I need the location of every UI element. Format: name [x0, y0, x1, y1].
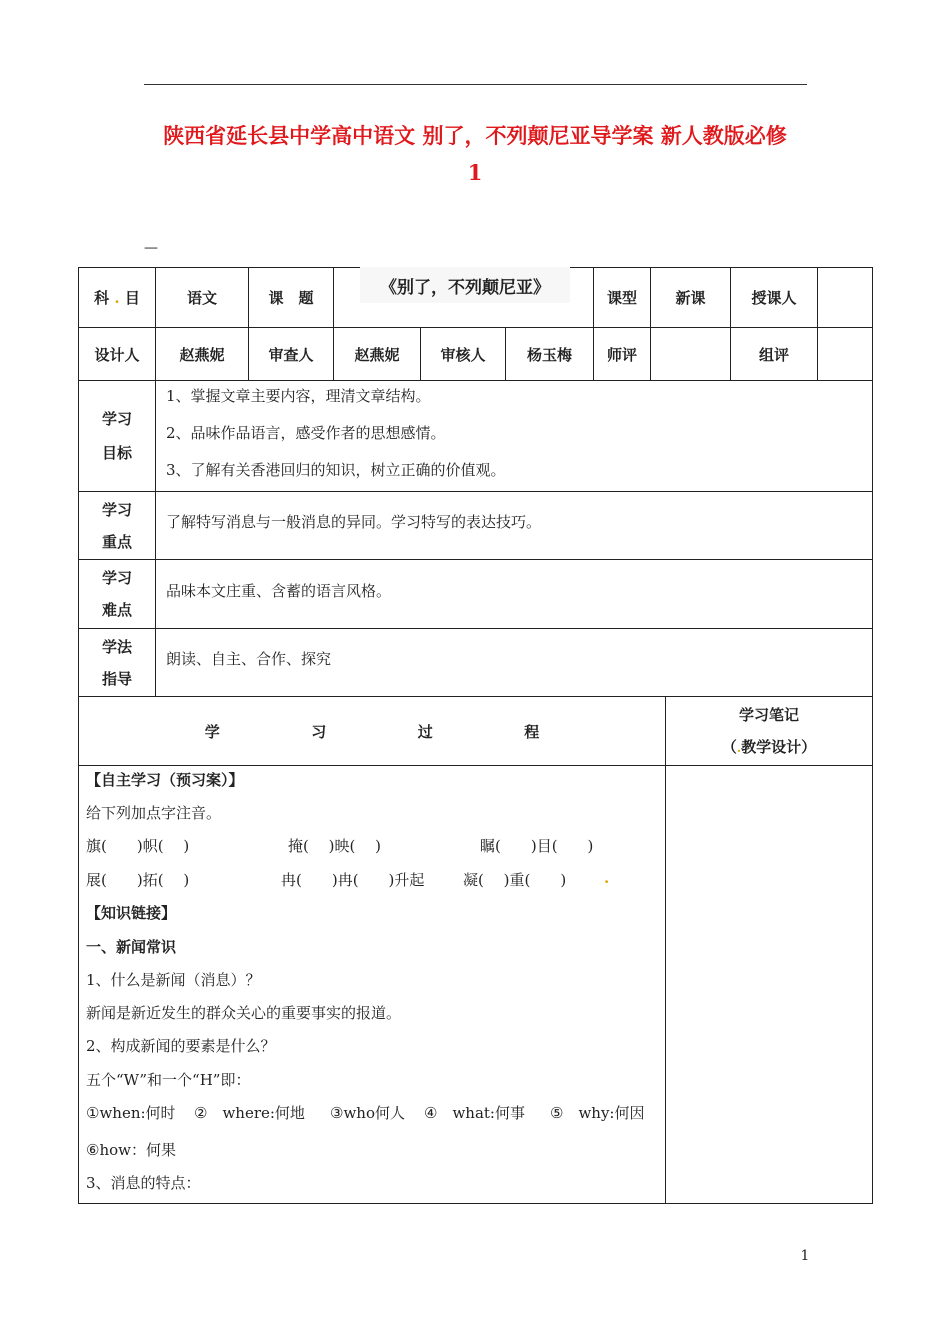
type-label: 课型	[593, 267, 651, 328]
difficulties-text: 品味本文庄重、含蓄的语言风格。	[166, 582, 392, 600]
page-number: 1	[800, 1248, 810, 1264]
phonetic-item: 掩( )映( )	[288, 837, 381, 855]
answer: 五个“W”和一个“H”即：	[86, 1071, 251, 1089]
objective-item: 1、掌握文章主要内容，理清文章结构。	[166, 387, 431, 405]
process-header: 学 习 过 程	[78, 696, 666, 766]
group-comment-label: 组评	[730, 327, 818, 381]
method-label: 学法 指导	[78, 628, 156, 697]
w-item: ⑤ why:何因	[550, 1104, 645, 1122]
document-title-cont: 1	[467, 160, 483, 185]
subject-label: 科 . 目	[78, 267, 156, 328]
section-heading: 一、新闻常识	[86, 938, 177, 956]
phonetic-item: 瞩( )目( )	[480, 837, 594, 855]
phonetic-item: 展( )拓( )	[86, 871, 190, 889]
question: 3、消息的特点：	[86, 1174, 201, 1192]
designer-label: 设计人	[78, 327, 156, 381]
objectives-label: 学习 目标	[78, 380, 156, 492]
designer-value: 赵燕妮	[155, 327, 249, 381]
w-item: ④ what:何事	[424, 1104, 525, 1122]
answer: 新闻是新近发生的群众关心的重要事实的报道。	[86, 1004, 402, 1022]
phonetic-instruction: 给下列加点字注音。	[86, 804, 222, 822]
document-title: 陕西省延长县中学高中语文 别了，不列颠尼亚导学案 新人教版必修	[163, 123, 787, 148]
teacher-label: 授课人	[730, 267, 818, 328]
question: 2、构成新闻的要素是什么？	[86, 1037, 276, 1055]
notes-header: 学习笔记 （.教学设计）	[665, 696, 873, 766]
phonetic-item: 旗( )帜( )	[86, 837, 190, 855]
w-item: ①when:何时	[86, 1104, 176, 1122]
group-comment-value	[817, 327, 873, 381]
h-item: ⑥how：何果	[86, 1141, 176, 1159]
teacher-value	[817, 267, 873, 328]
self-study-heading: 【自主学习（预习案）】	[86, 771, 244, 789]
knowledge-heading: 【知识链接】	[86, 904, 177, 922]
w-item: ② where:何地	[194, 1104, 305, 1122]
phonetic-item: 凝( )重( )	[463, 871, 567, 889]
difficulties-label: 学习 难点	[78, 559, 156, 629]
auditor-label: 审核人	[420, 327, 506, 381]
topic-value: 《别了，不列颠尼亚》	[360, 267, 570, 303]
method-text: 朗读、自主、合作、探究	[166, 650, 332, 668]
stray-dot: .	[604, 869, 610, 887]
w-item: ③who何人	[330, 1104, 405, 1122]
teacher-comment-label: 师评	[593, 327, 651, 381]
header-rule	[144, 84, 807, 85]
key-points-label: 学习 重点	[78, 491, 156, 560]
reviewer-label: 审查人	[248, 327, 334, 381]
objective-item: 2、品味作品语言，感受作者的思想感情。	[166, 424, 446, 442]
topic-label: 课 题	[248, 267, 334, 328]
teacher-comment-value	[650, 327, 731, 381]
auditor-value: 杨玉梅	[505, 327, 594, 381]
question: 1、什么是新闻（消息）？	[86, 971, 261, 989]
subject-value: 语文	[155, 267, 249, 328]
reviewer-value: 赵燕妮	[333, 327, 421, 381]
objective-item: 3、了解有关香港回归的知识，树立正确的价值观。	[166, 461, 506, 479]
key-points-text: 了解特写消息与一般消息的异同。学习特写的表达技巧。	[166, 513, 542, 531]
notes-cell	[665, 765, 873, 1204]
small-dash: —	[144, 240, 158, 256]
type-value: 新课	[650, 267, 731, 328]
phonetic-item: 冉( )冉( )升起	[281, 871, 425, 889]
